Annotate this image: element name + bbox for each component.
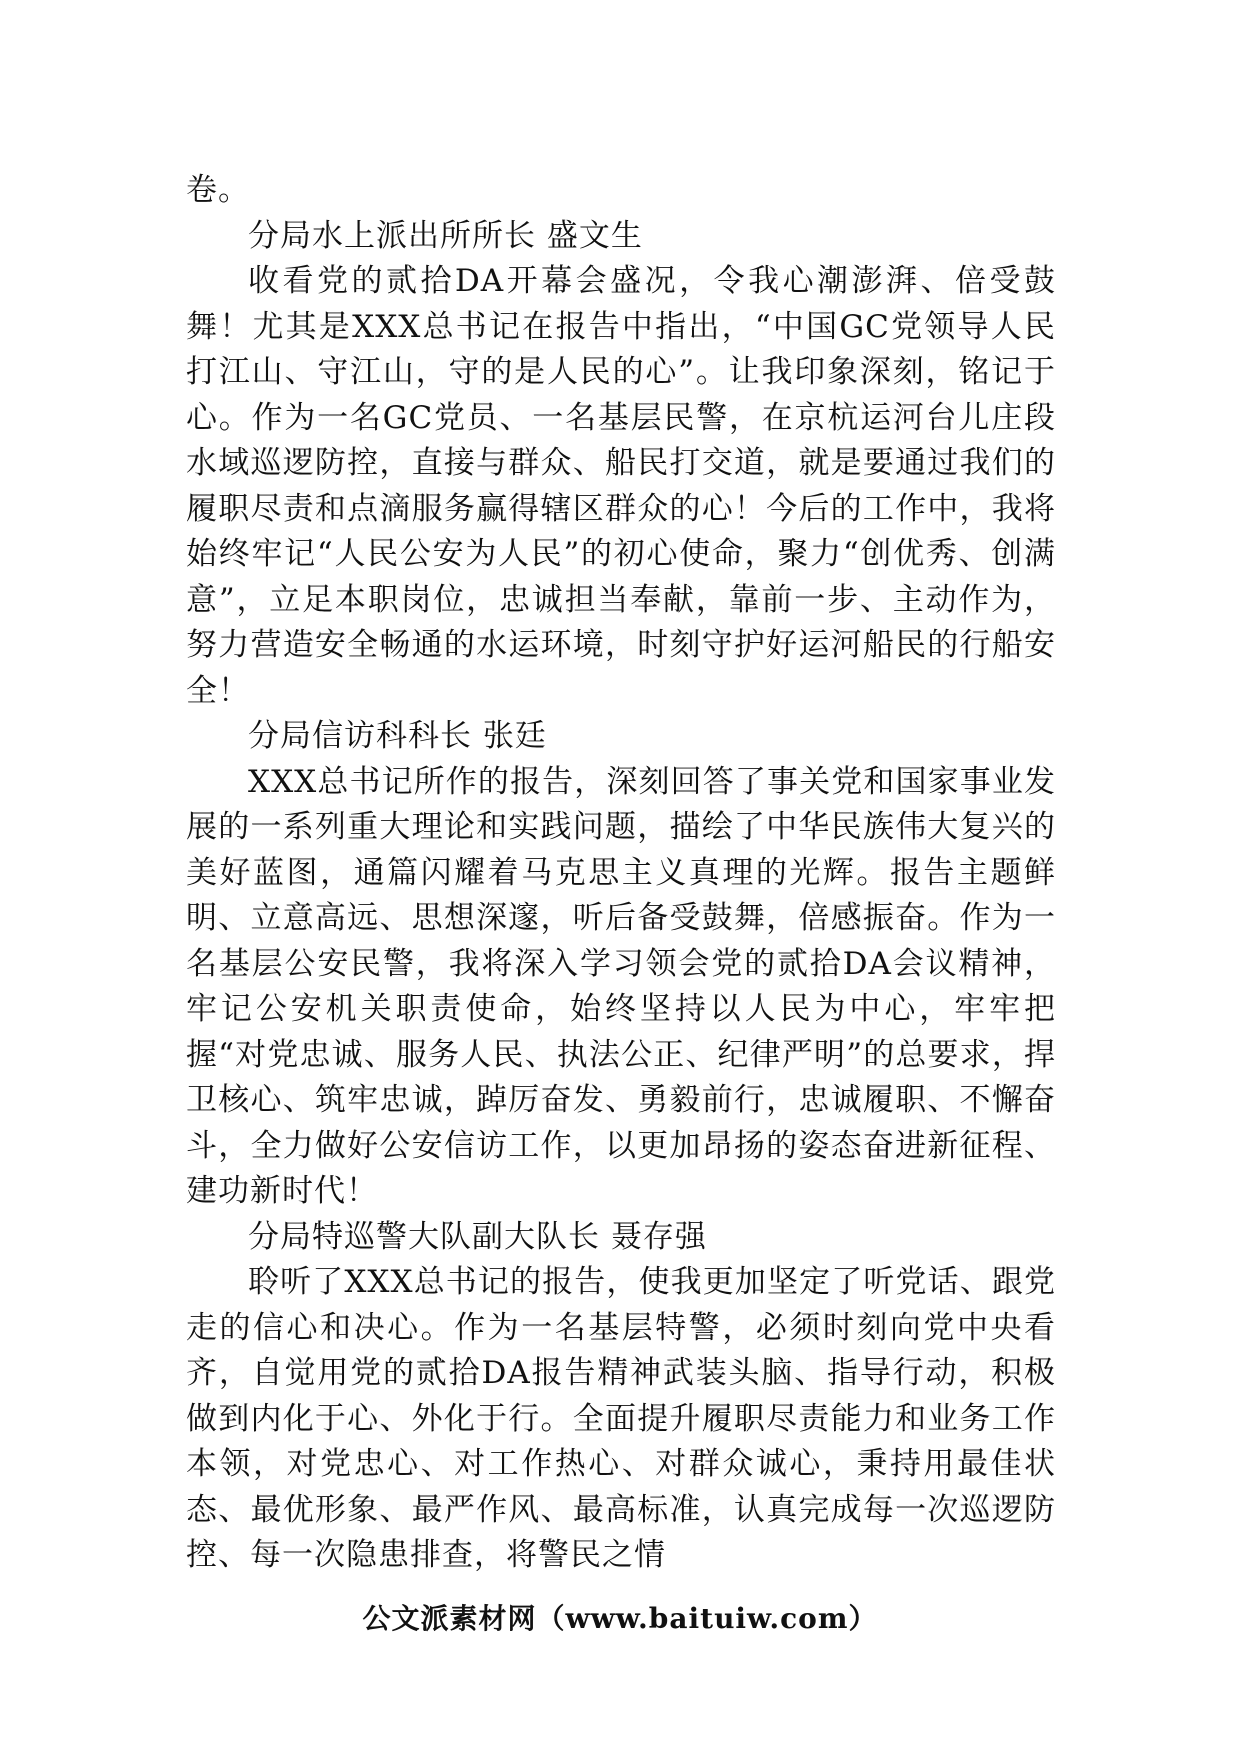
paragraph-continuation: 卷。 <box>186 172 250 208</box>
speaker-heading: 分局特巡警大队副大队长 聂存强 <box>248 1218 707 1255</box>
speaker-heading: 分局水上派出所所长 盛文生 <box>248 217 643 254</box>
body-paragraph: XXX总书记所作的报告，深刻回答了事关党和国家事业发展的一系列重大理论和实践问题，描绘了中华民族伟大复兴的美好蓝图，通篇闪耀着马克思主义真理的光辉。报告主题鲜明、立意高远、思想深邃，听后备受鼓舞，倍感振奋。作为一名基层公安民警，我将深入学习领会党的贰拾DA会议精神，牢记公安机关职责使命，始终坚持以人民为中心，牢牢把握“对党忠诚、服务人民、执法公正、纪律严明”的总要求，捍卫核心、筑牢忠诚，踔厉奋发、勇毅前行，忠诚履职、不懈奋斗，全力做好公安信访工作，以更加昂扬的姿态奋进新征程、建功新时代！ <box>186 763 1056 1209</box>
body-paragraph: 聆听了XXX总书记的报告，使我更加坚定了听党话、跟党走的信心和决心。作为一名基层特警，必须时刻向党中央看齐，自觉用党的贰拾DA报告精神武装头脑、指导行动，积极做到内化于心、外化于行。全面提升履职尽责能力和业务工作本领，对党忠心、对工作热心、对群众诚心，秉持用最佳状态、最优形象、最严作风、最高标准，认真完成每一次巡逻防控、每一次隐患排查，将警民之情 <box>186 1264 1056 1573</box>
document-body <box>186 168 1056 1579</box>
footer-watermark: 公文派素材网（www.baituiw.com） <box>362 1602 878 1635</box>
speaker-heading: 分局信访科科长 张廷 <box>248 718 547 754</box>
body-paragraph: 收看党的贰拾DA开幕会盛况，令我心潮澎湃、倍受鼓舞！尤其是XXX总书记在报告中指出，“中国GC党领导人民打江山、守江山，守的是人民的心”。让我印象深刻，铭记于心。作为一名GC党员、一名基层民警，在京杭运河台儿庄段水域巡逻防控，直接与群众、船民打交道，就是要通过我们的履职尽责和点滴服务赢得辖区群众的心！今后的工作中，我将始终牢记“人民公安为人民”的初心使命，聚力“创优秀、创满意”，立足本职岗位，忠诚担当奉献，靠前一步、主动作为，努力营造安全畅通的水运环境，时刻守护好运河船民的行船安全！ <box>186 263 1056 709</box>
